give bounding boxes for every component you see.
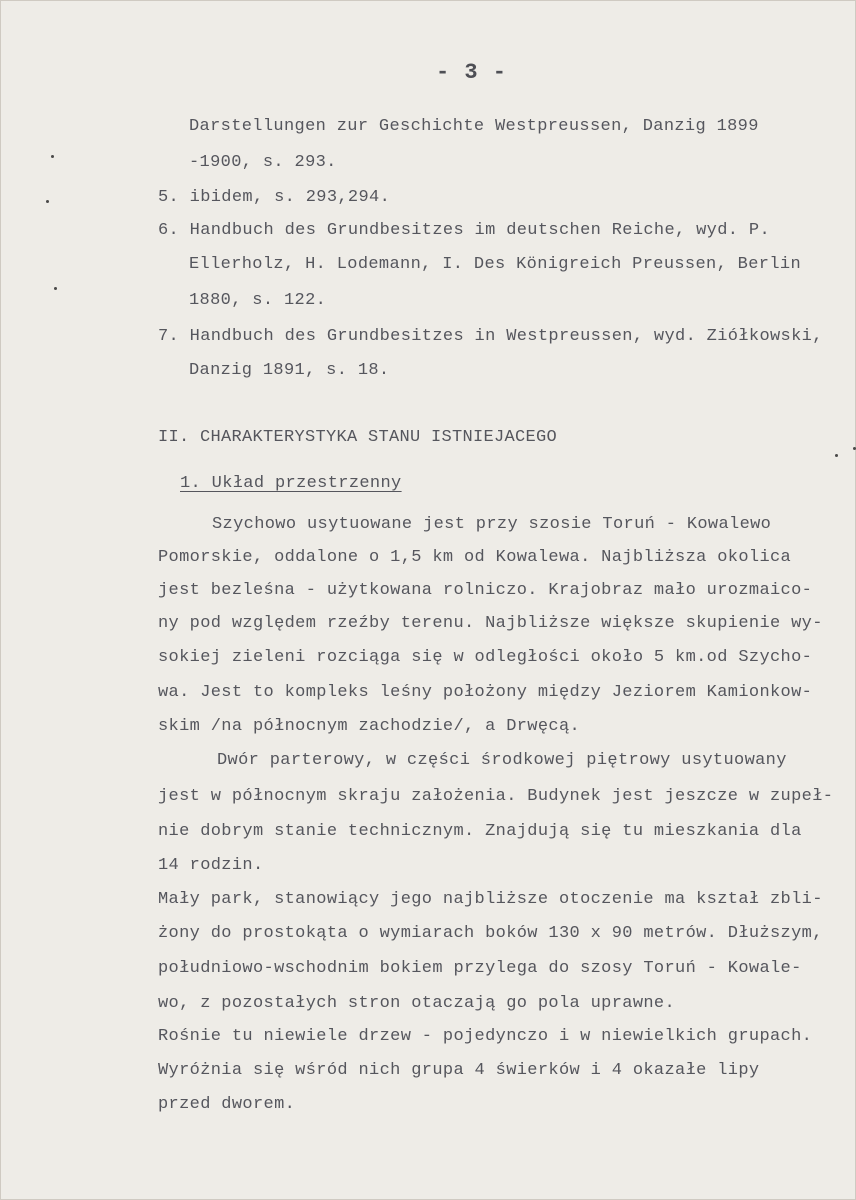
paragraph-2-line-1: Dwór parterowy, w części środkowej piętrowy usytuowany bbox=[217, 751, 787, 770]
footnote-7-line-2: Danzig 1891, s. 18. bbox=[189, 361, 390, 380]
paper-mark bbox=[835, 454, 838, 457]
paragraph-1-line-5: sokiej zieleni rozciąga się w odległości około 5 km.od Szycho- bbox=[158, 648, 813, 667]
page-number: - 3 - bbox=[436, 60, 508, 85]
footnote-5: 5. ibidem, s. 293,294. bbox=[158, 188, 391, 207]
paragraph-2-line-4: 14 rodzin. bbox=[158, 856, 264, 875]
paragraph-1-line-7: skim /na północnym zachodzie/, a Drwęcą. bbox=[158, 717, 581, 736]
paragraph-4-line-1: Rośnie tu niewiele drzew - pojedynczo i w niewielkich grupach. bbox=[158, 1027, 813, 1046]
paragraph-1-line-2: Pomorskie, oddalone o 1,5 km od Kowalewa. Najbliższa okolica bbox=[158, 548, 792, 567]
paragraph-1-line-4: ny pod względem rzeźby terenu. Najbliższe większe skupienie wy- bbox=[158, 614, 823, 633]
paper-mark bbox=[54, 287, 57, 290]
paragraph-3-line-2: żony do prostokąta o wymiarach boków 130 x 90 metrów. Dłuższym, bbox=[158, 924, 823, 943]
paragraph-1-line-3: jest bezleśna - użytkowana rolniczo. Krajobraz mało urozmaico- bbox=[158, 581, 813, 600]
paper-mark bbox=[46, 200, 49, 203]
paragraph-1-line-6: wa. Jest to kompleks leśny położony między Jeziorem Kamionkow- bbox=[158, 683, 813, 702]
footnote-6-line-3: 1880, s. 122. bbox=[189, 291, 327, 310]
paragraph-3-line-3: południowo-wschodnim bokiem przylega do szosy Toruń - Kowale- bbox=[158, 959, 802, 978]
paragraph-3-line-1: Mały park, stanowiący jego najbliższe otoczenie ma kształ zbli- bbox=[158, 890, 823, 909]
paragraph-2-line-2: jest w północnym skraju założenia. Budynek jest jeszcze w zupeł- bbox=[158, 787, 834, 806]
paragraph-1-line-1: Szychowo usytuowane jest przy szosie Toruń - Kowalewo bbox=[212, 515, 772, 534]
footnote-4-line-2: -1900, s. 293. bbox=[189, 153, 337, 172]
section-heading: II. CHARAKTERYSTYKA STANU ISTNIEJACEGO bbox=[158, 428, 558, 447]
subsection-heading: 1. Układ przestrzenny bbox=[180, 474, 402, 493]
paragraph-4-line-3: przed dworem. bbox=[158, 1095, 296, 1114]
paragraph-2-line-3: nie dobrym stanie technicznym. Znajdują się tu mieszkania dla bbox=[158, 822, 802, 841]
paper-mark bbox=[51, 155, 54, 158]
footnote-4-line-1: Darstellungen zur Geschichte Westpreussen, Danzig 1899 bbox=[189, 117, 759, 136]
footnote-6-line-1: 6. Handbuch des Grundbesitzes im deutschen Reiche, wyd. P. bbox=[158, 221, 770, 240]
paragraph-4-line-2: Wyróżnia się wśród nich grupa 4 świerków i 4 okazałe lipy bbox=[158, 1061, 760, 1080]
paragraph-3-line-4: wo, z pozostałych stron otaczają go pola uprawne. bbox=[158, 994, 676, 1013]
footnote-6-line-2: Ellerholz, H. Lodemann, I. Des Königreich Preussen, Berlin bbox=[189, 255, 801, 274]
footnote-7-line-1: 7. Handbuch des Grundbesitzes in Westpreussen, wyd. Ziółkowski, bbox=[158, 327, 823, 346]
